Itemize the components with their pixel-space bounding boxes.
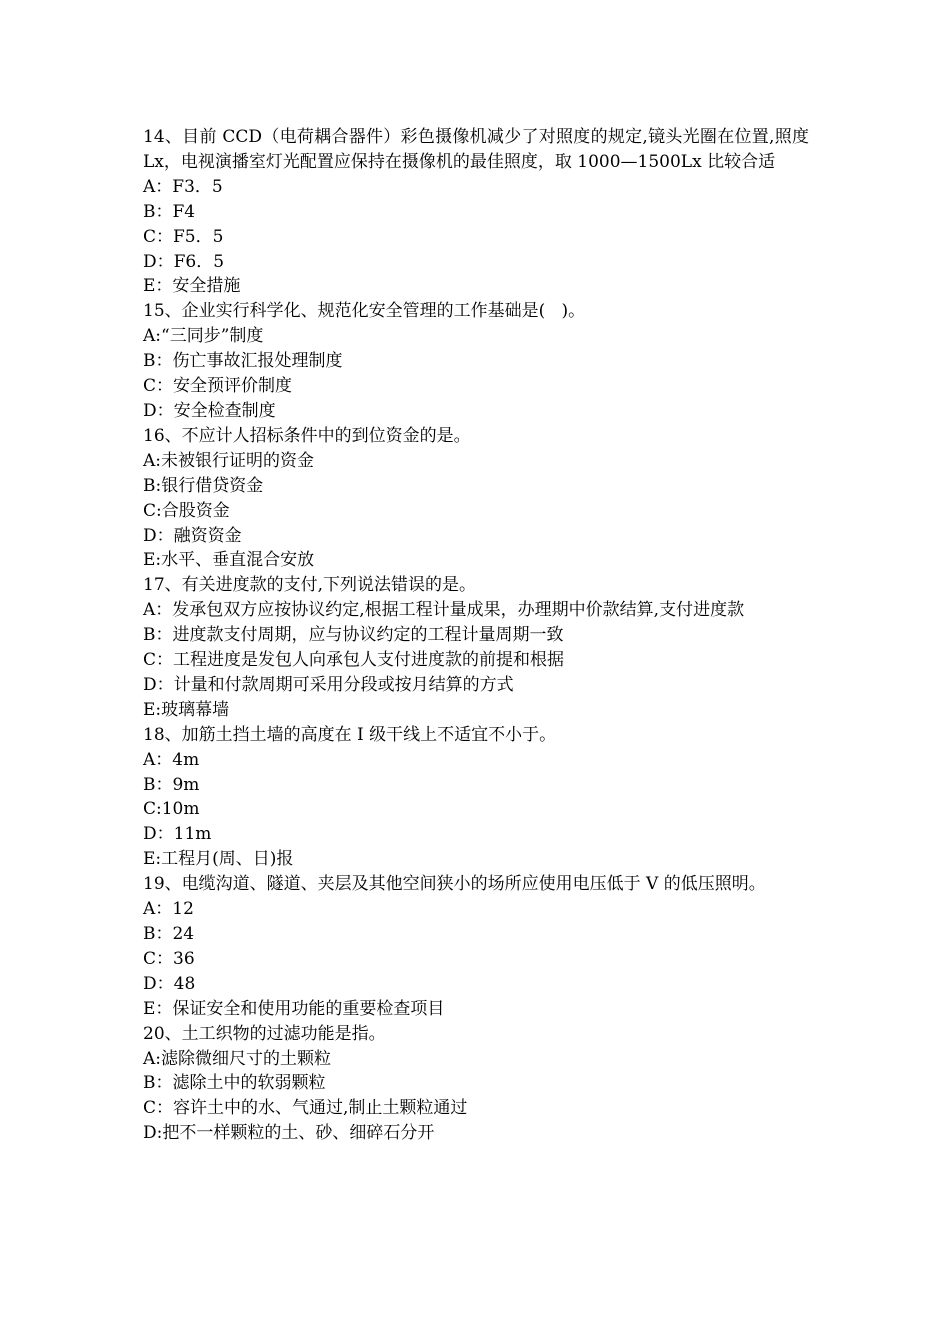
option-b: B：9m [143,774,200,795]
option-d: D:把不一样颗粒的土、砂、细碎石分开 [143,1123,435,1144]
option-a: A:未被银行证明的资金 [143,450,315,471]
option-b: B：进度款支付周期，应与协议约定的工程计量周期一致 [143,625,564,646]
option-c: C:合股资金 [143,500,230,521]
question-stem: 16、不应计人招标条件中的到位资金的是。 [143,425,471,446]
option-e: E：安全措施 [143,276,241,297]
question-20 [143,1022,809,1147]
option-d: D：融资资金 [143,525,242,546]
question-list [143,125,815,1146]
option-e: E:玻璃幕墙 [143,699,230,720]
option-d: D：48 [143,973,196,994]
option-a: A：F3．5 [143,176,223,197]
question-stem: 15、企业实行科学化、规范化安全管理的工作基础是( )。 [143,301,586,322]
option-c: C：容许土中的水、气通过,制止土颗粒通过 [143,1098,468,1119]
question-16 [143,424,809,573]
option-a: A:“三同步”制度 [143,326,264,347]
option-e: E:水平、垂直混合安放 [143,550,315,571]
option-e: E:工程月(周、日)报 [143,849,294,870]
option-a: A：12 [143,899,194,920]
option-d: D：安全检查制度 [143,400,276,421]
option-a: A：4m [143,749,200,770]
option-c: C：安全预评价制度 [143,376,293,397]
question-17 [143,573,809,722]
option-c: C：F5．5 [143,226,224,247]
question-14 [143,125,815,299]
question-stem: 19、电缆沟道、隧道、夹层及其他空间狭小的场所应使用电压低于 V 的低压照明。 [143,874,766,895]
question-15 [143,299,809,424]
option-c: C：工程进度是发包人向承包人支付进度款的前提和根据 [143,650,565,671]
option-d: D：F6．5 [143,251,225,272]
question-stem: 18、加筋土挡土墙的高度在 I 级干线上不适宜不小于。 [143,724,557,745]
option-a: A：发承包双方应按协议约定,根据工程计量成果，办理期中价款结算,支付进度款 [143,600,745,621]
question-stem: 14、目前 CCD（电荷耦合器件）彩色摄像机减少了对照度的规定,镜头光圈在位置,照度 Lx，电视演播室灯光配置应保持在摄像机的最佳照度，取 1000—1500Lx 比较合适 [143,127,815,172]
option-a: A:滤除微细尺寸的土颗粒 [143,1048,332,1069]
option-b: B:银行借贷资金 [143,475,264,496]
option-c: C：36 [143,948,195,969]
question-stem: 17、有关进度款的支付,下列说法错误的是。 [143,575,477,596]
option-e: E：保证安全和使用功能的重要检查项目 [143,998,445,1019]
option-d: D：11m [143,824,212,845]
question-18 [143,723,809,872]
option-b: B：24 [143,924,195,944]
option-b: B：F4 [143,201,196,222]
option-b: B：滤除土中的软弱颗粒 [143,1073,326,1094]
option-b: B：伤亡事故汇报处理制度 [143,351,343,372]
question-19 [143,872,809,1021]
option-c: C:10m [143,799,200,820]
option-d: D：计量和付款周期可采用分段或按月结算的方式 [143,674,514,695]
question-stem: 20、土工织物的过滤功能是指。 [143,1023,386,1044]
